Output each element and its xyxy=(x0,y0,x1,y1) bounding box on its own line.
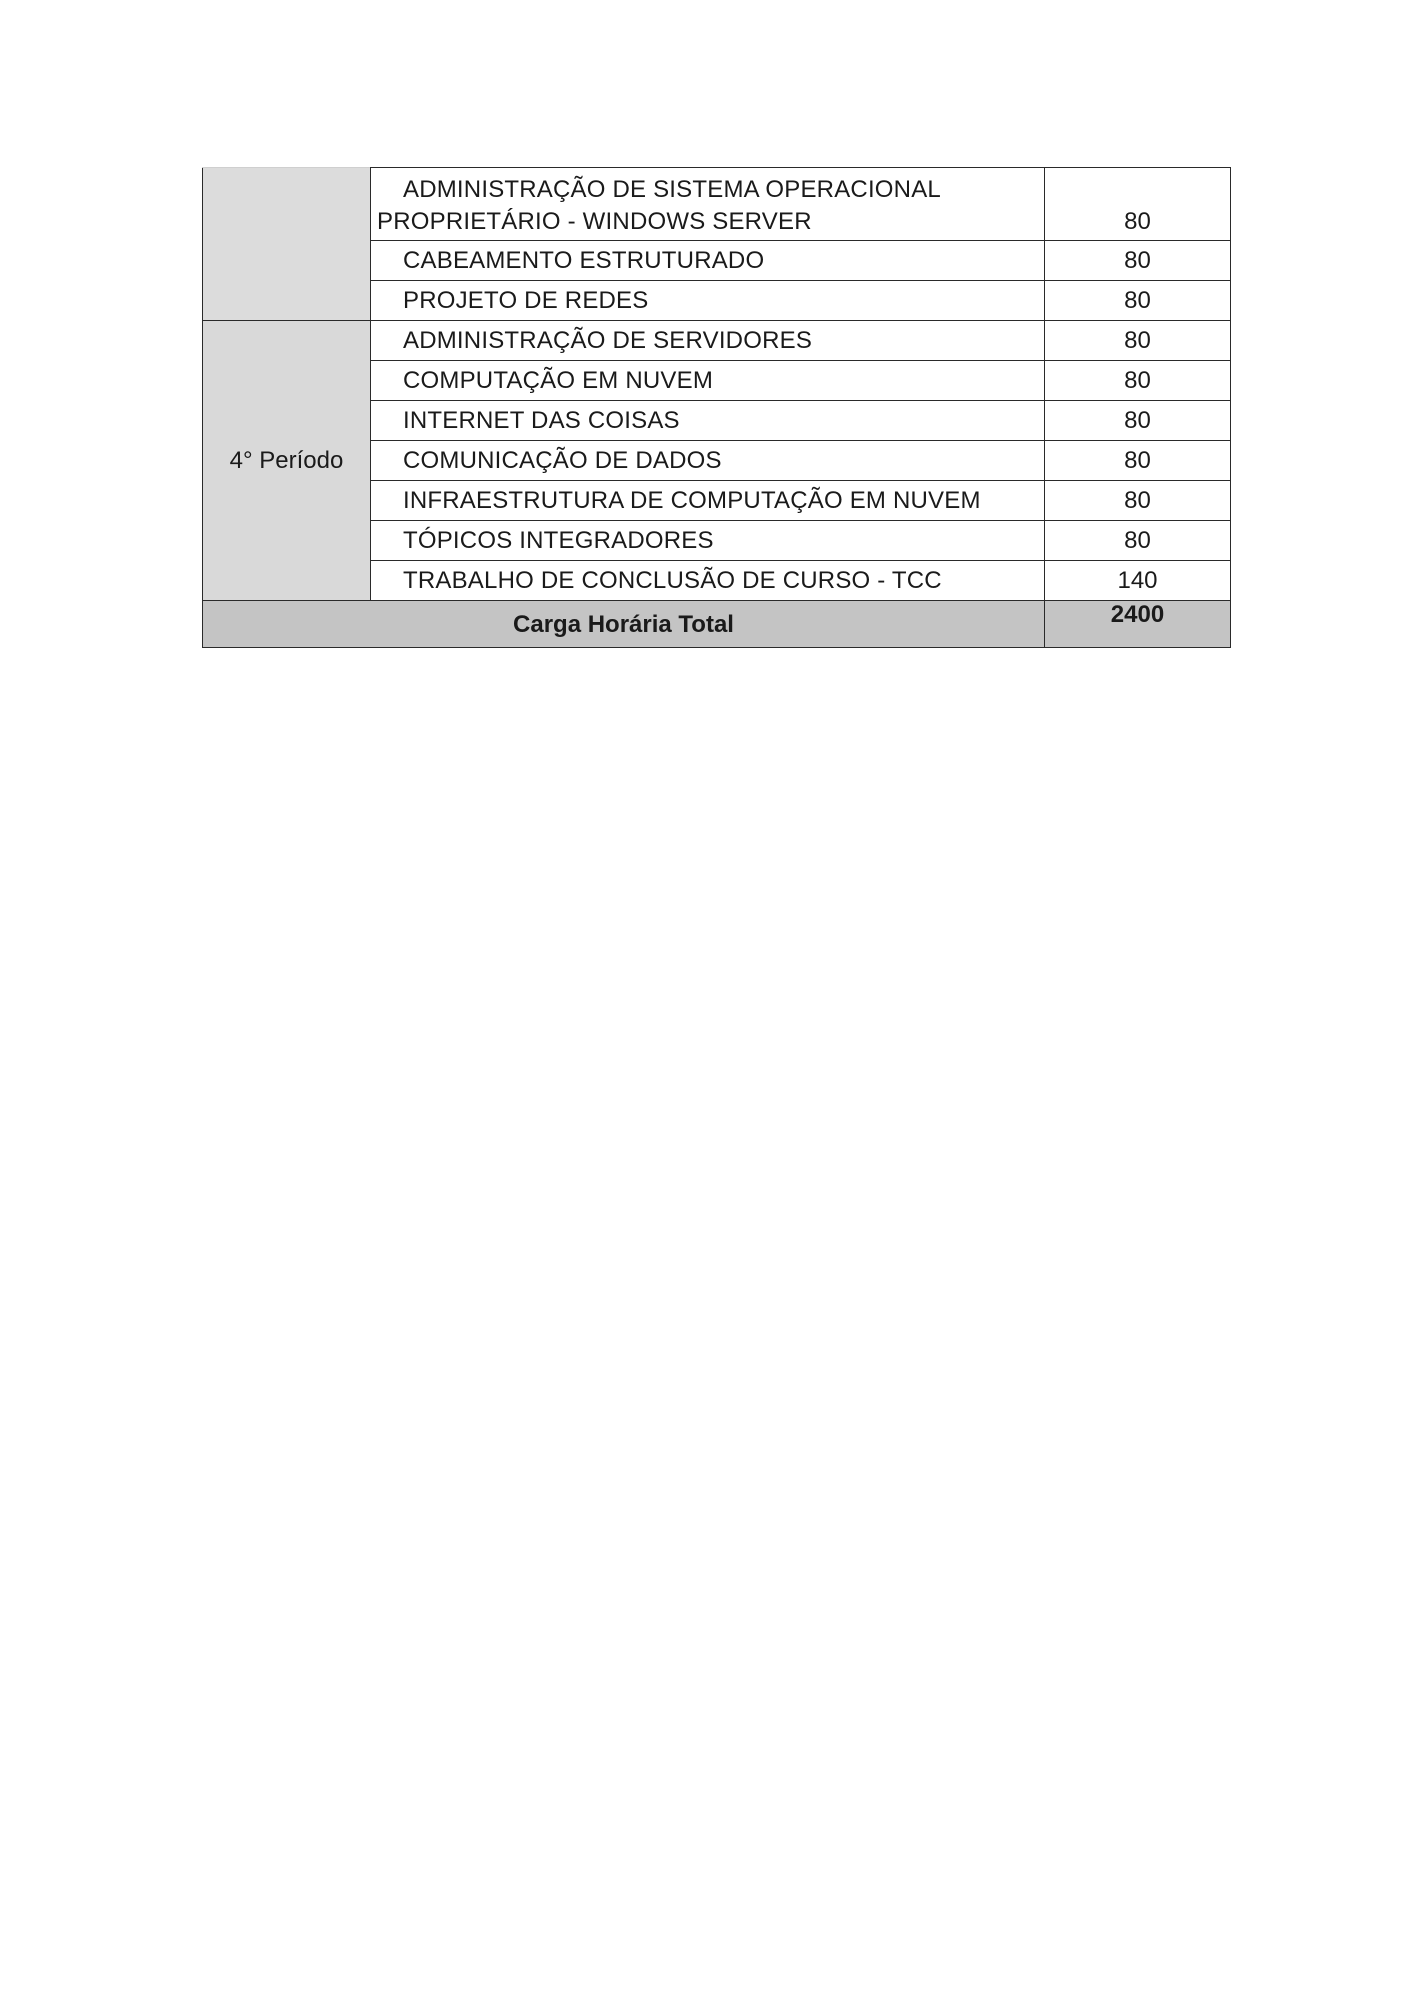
period-cell-previous xyxy=(203,168,371,321)
subject-cell: ADMINISTRAÇÃO DE SISTEMA OPERACIONAL PROPRIETÁRIO - WINDOWS SERVER xyxy=(371,168,1045,241)
hours-cell: 80 xyxy=(1045,168,1231,241)
hours-cell: 140 xyxy=(1045,561,1231,601)
hours-cell: 80 xyxy=(1045,481,1231,521)
subject-cell: INFRAESTRUTURA DE COMPUTAÇÃO EM NUVEM xyxy=(371,481,1045,521)
hours-cell: 80 xyxy=(1045,521,1231,561)
hours-cell: 80 xyxy=(1045,401,1231,441)
period-cell: 4° Período xyxy=(203,321,371,601)
hours-cell: 80 xyxy=(1045,241,1231,281)
subject-cell: PROJETO DE REDES xyxy=(371,281,1045,321)
total-value: 2400 xyxy=(1045,601,1231,648)
total-label: Carga Horária Total xyxy=(203,601,1045,648)
subject-cell: INTERNET DAS COISAS xyxy=(371,401,1045,441)
subject-cell: COMPUTAÇÃO EM NUVEM xyxy=(371,361,1045,401)
subject-cell: ADMINISTRAÇÃO DE SERVIDORES xyxy=(371,321,1045,361)
table-row xyxy=(203,168,1231,241)
table-row xyxy=(203,321,1231,361)
hours-cell: 80 xyxy=(1045,361,1231,401)
hours-cell: 80 xyxy=(1045,441,1231,481)
subject-cell: TRABALHO DE CONCLUSÃO DE CURSO - TCC xyxy=(371,561,1045,601)
hours-cell: 80 xyxy=(1045,281,1231,321)
subject-cell: TÓPICOS INTEGRADORES xyxy=(371,521,1045,561)
subject-cell: CABEAMENTO ESTRUTURADO xyxy=(371,241,1045,281)
subject-cell: COMUNICAÇÃO DE DADOS xyxy=(371,441,1045,481)
curriculum-table xyxy=(202,167,1231,648)
hours-cell: 80 xyxy=(1045,321,1231,361)
total-row xyxy=(203,601,1231,648)
